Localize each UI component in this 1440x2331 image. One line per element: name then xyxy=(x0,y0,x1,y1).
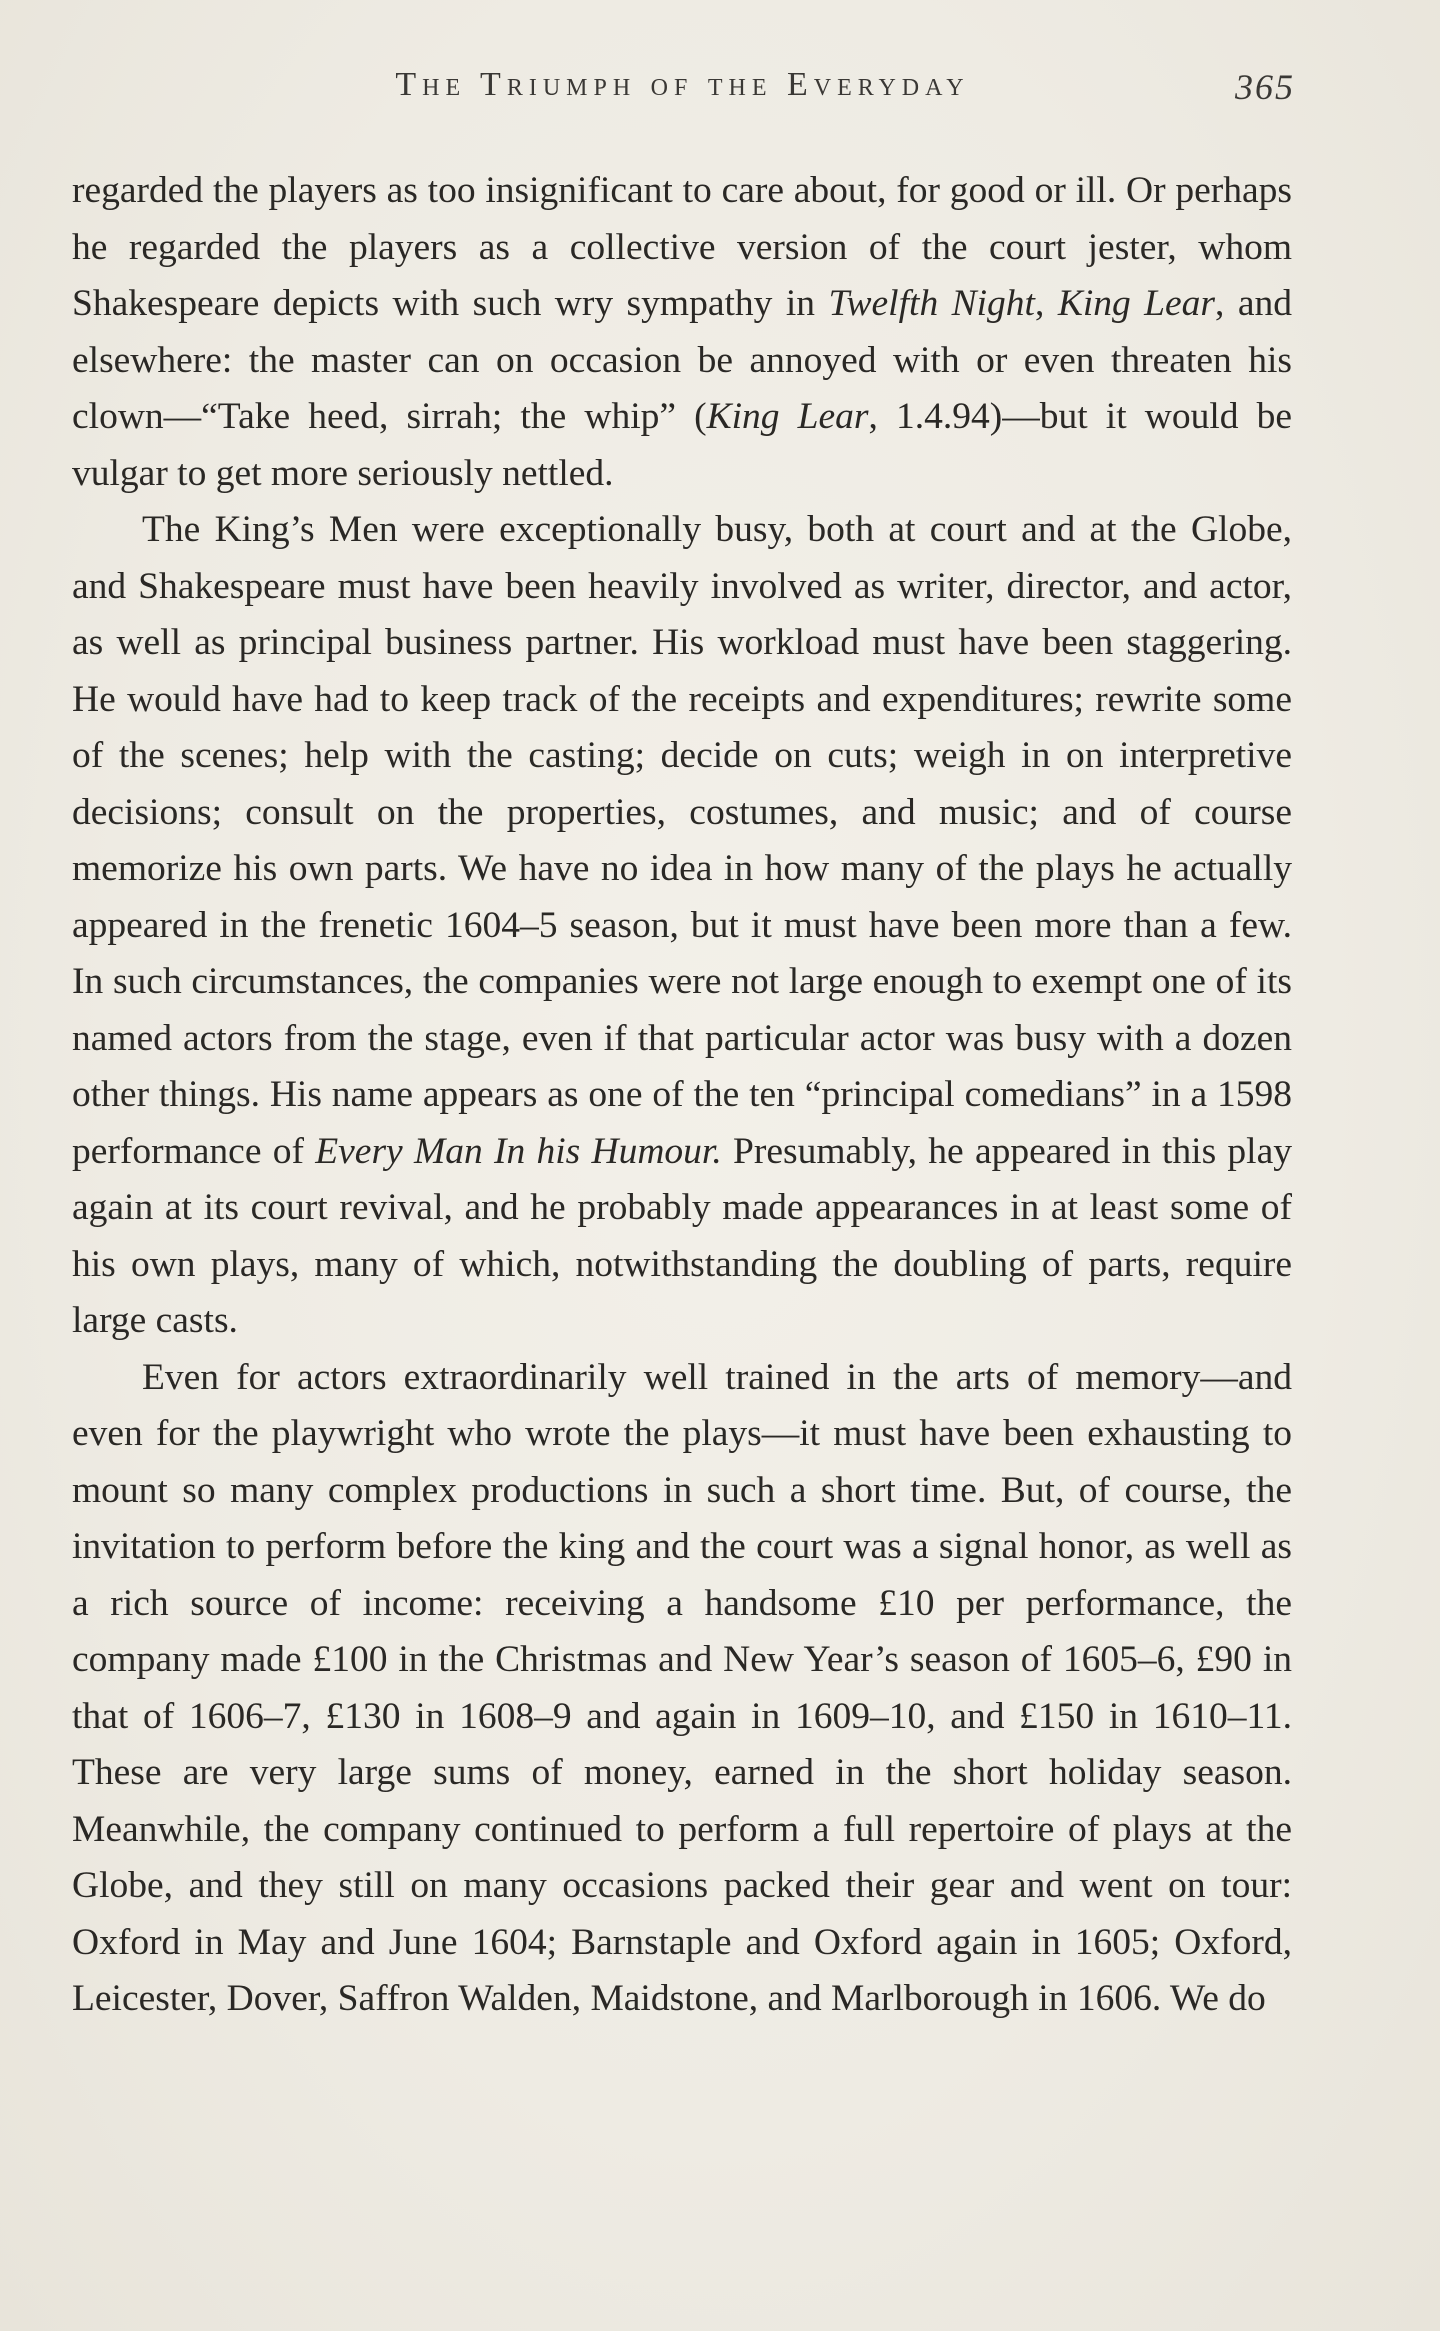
paragraph xyxy=(72,1350,1292,2028)
italic-title: Twelfth Night xyxy=(828,283,1035,324)
italic-title: Every Man In his Humour. xyxy=(315,1130,722,1172)
text-run: , and elsewhere: the master can on occasion be annoyed with or even threaten his clown—“Take heed, sirrah; the whip” ( xyxy=(72,283,1292,437)
running-title: The Triumph of the Everyday xyxy=(395,66,970,103)
page-number: 365 xyxy=(1235,67,1295,107)
paragraph xyxy=(72,163,1292,502)
body-text xyxy=(72,163,1292,2028)
text-run: regarded the players as too insignificant to care about, for good or ill. Or perhaps he regarded the players as a collective version of the court jester, whom Shakespeare depicts with such wry sympathy in xyxy=(72,170,1292,324)
running-head xyxy=(70,62,1295,112)
paragraph xyxy=(72,502,1292,1350)
text-run: Presumably, he appeared in this play again at its court revival, and he probably made appearances in at least some of his own plays, many of which, notwithstanding the doubling of parts, require large casts. xyxy=(72,1130,1292,1341)
text-run: , xyxy=(1034,283,1058,324)
text-run: Even for actors extraordinarily well trained in the arts of memory—and even for the playwright who wrote the plays—it must have been exhausting to mount so many complex productions in such a short time. But, of course, the invitation to perform before the king and the court was a signal honor, as well as a rich source of income: receiving a handsome £10 per performance, the company made £100 in the Christmas and New Year’s season of 1605–6, £90 in that of 1606–7, £130 in 1608–9 and again in 1609–10, and £150 in 1610–11. These are very large sums of money, earned in the short holiday season. Meanwhile, the company continued to perform a full repertoire of plays at the Globe, and they still on many occasions packed their gear and went on tour: Oxford in May and June 1604; Barnstaple and Oxford again in 1605; Oxford, Leicester, Dover, Saffron Walden, Maidstone, and Marlborough in 1606. We do xyxy=(72,1356,1292,2019)
text-run: , 1.4.94)—but it would be vulgar to get more seriously nettled. xyxy=(72,396,1293,494)
italic-title: King Lear xyxy=(706,396,869,437)
text-run: The King’s Men were exceptionally busy, both at court and at the Globe, and Shakespeare must have been heavily involved as writer, director, and actor, as well as principal business partner. His workload must have been staggering. He would have had to keep track of the receipts and expenditures; rewrite some of the scenes; help with the casting; decide on cuts; weigh in on interpretive decisions; consult on the properties, costumes, and music; and of course memorize his own parts. We have no idea in how many of the plays he actually appeared in the frenetic 1604–5 season, but it must have been more than a few. In such circumstances, the companies were not large enough to exempt one of its named actors from the stage, even if that particular actor was busy with a dozen other things. His name appears as one of the ten “principal comedians” in a 1598 performance of xyxy=(72,509,1292,1172)
italic-title: King Lear xyxy=(1057,283,1216,324)
